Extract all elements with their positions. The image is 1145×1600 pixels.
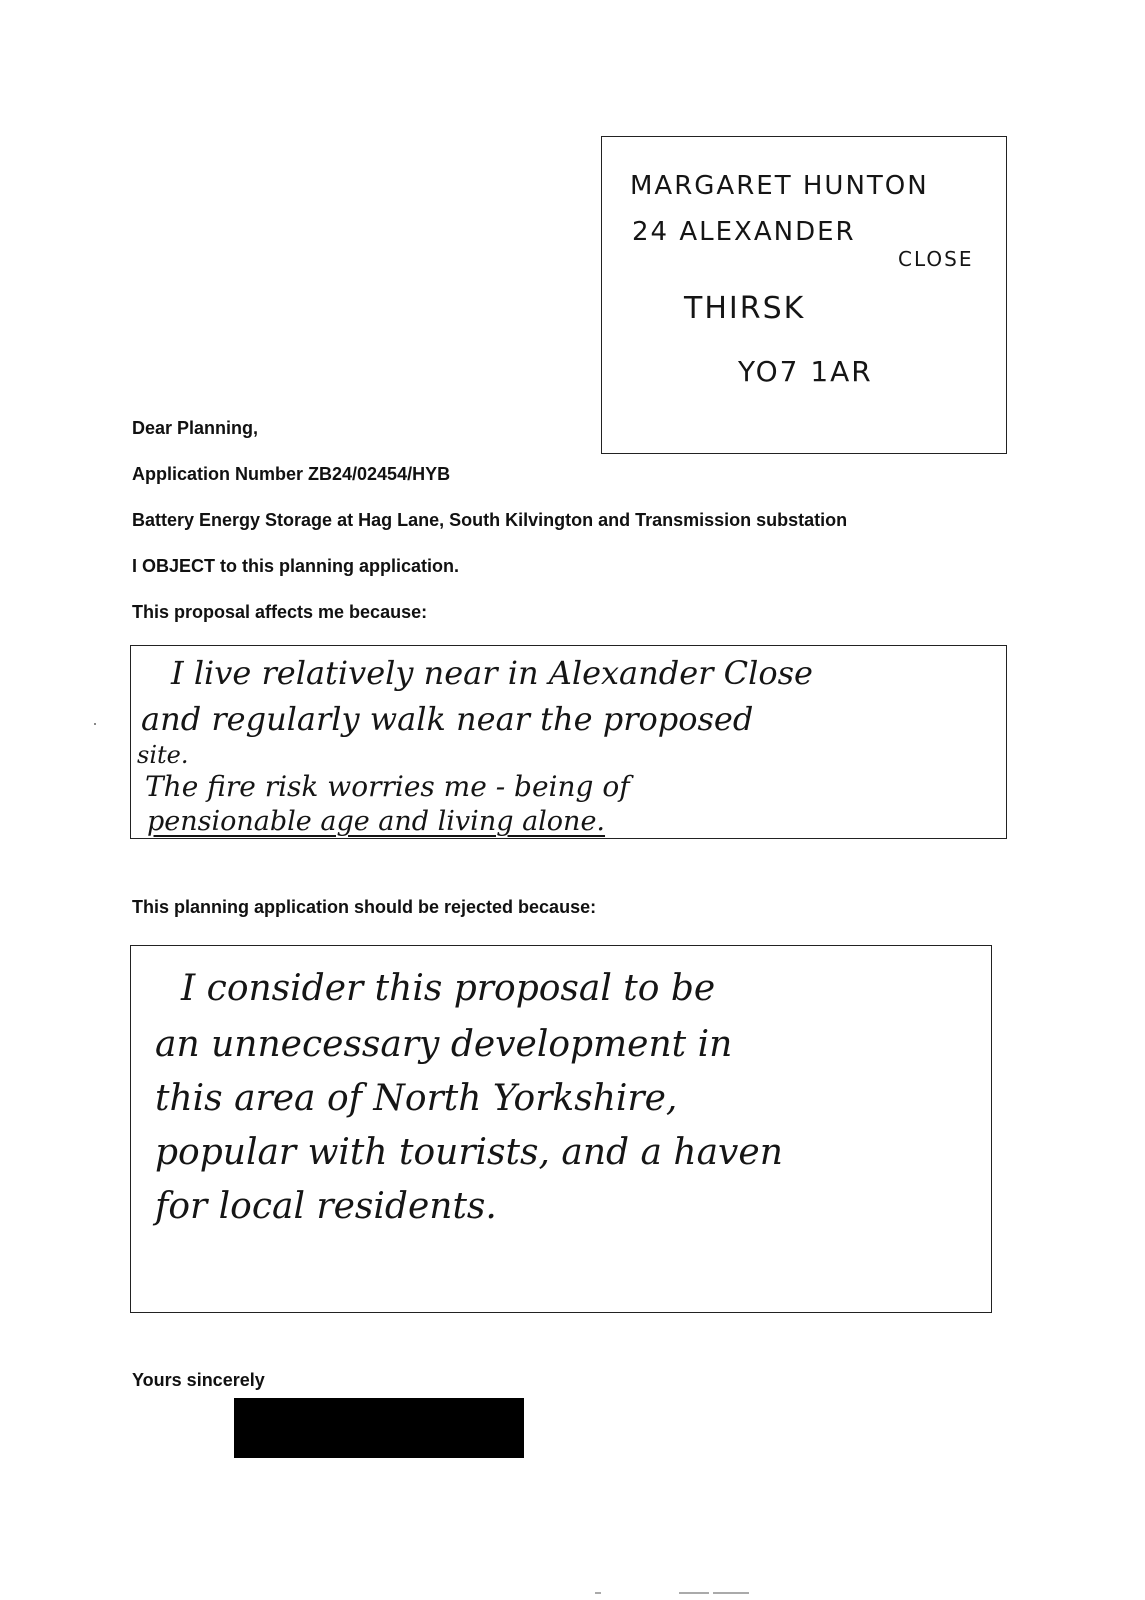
rejection-line: popular with tourists, and a haven — [155, 1132, 783, 1173]
rejection-reason-box — [130, 945, 992, 1313]
affects-line: and regularly walk near the proposed — [141, 700, 754, 738]
sender-street: 24 ALEXANDER — [632, 217, 856, 247]
sender-town: THIRSK — [684, 291, 806, 326]
rejection-line: I consider this proposal to be — [181, 968, 716, 1009]
affects-line: site. — [137, 741, 189, 769]
affects-line: The fire risk worries me - being of — [145, 770, 630, 803]
scan-artifact — [94, 723, 96, 725]
greeting: Dear Planning, — [132, 418, 259, 438]
rejection-line: an unnecessary development in — [155, 1024, 733, 1065]
sender-name: MARGARET HUNTON — [630, 171, 929, 201]
affects-response-box — [130, 645, 1007, 839]
sender-address-box — [601, 136, 1007, 454]
rejection-line: for local residents. — [155, 1186, 497, 1227]
objection-statement: I OBJECT to this planning application. — [132, 556, 460, 576]
rejection-line: this area of North Yorkshire, — [155, 1078, 678, 1119]
closing-salutation: Yours sincerely — [132, 1370, 265, 1390]
sender-street-suffix: CLOSE — [898, 247, 974, 271]
signature-redaction — [234, 1398, 524, 1458]
affects-label: This proposal affects me because: — [132, 602, 428, 622]
scan-footer-marks — [595, 1592, 755, 1596]
application-description: Battery Energy Storage at Hag Lane, South Kilvington and Transmission substation — [132, 510, 848, 530]
application-number: Application Number ZB24/02454/HYB — [132, 464, 451, 484]
sender-postcode: YO7 1AR — [738, 355, 873, 388]
rejection-reason-label: This planning application should be rejected because: — [132, 897, 597, 917]
affects-line: pensionable age and living alone. — [147, 806, 606, 837]
affects-line: I live relatively near in Alexander Close — [171, 654, 813, 692]
